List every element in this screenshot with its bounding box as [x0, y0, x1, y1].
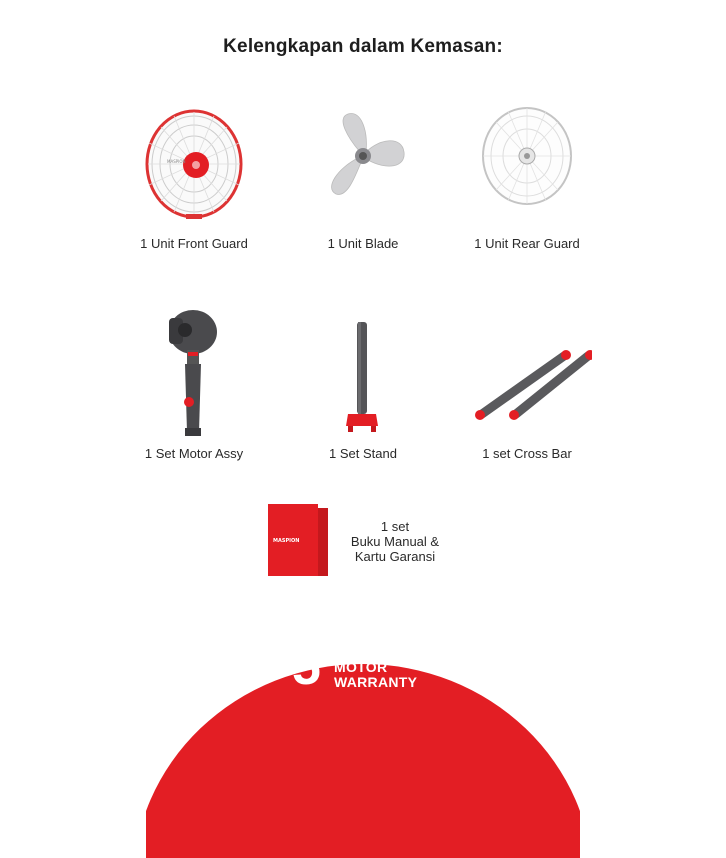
warranty-line1: YEARS — [334, 644, 384, 660]
page-title: Kelengkapan dalam Kemasan: — [223, 36, 503, 57]
front-guard-icon — [139, 108, 249, 226]
warranty-line3: WARRANTY — [334, 674, 418, 690]
manual-book-icon — [266, 502, 334, 578]
rear-guard-item — [427, 104, 627, 208]
cross-bar-item — [427, 344, 627, 424]
warranty-line2: MOTOR — [334, 659, 388, 675]
stand-icon — [338, 318, 388, 436]
manual-brand: MASPION — [273, 538, 300, 544]
cross-bar-label: 1 set Cross Bar — [482, 446, 572, 461]
rear-guard-label: 1 Unit Rear Guard — [474, 236, 580, 251]
manual-line2: Buku Manual & — [350, 534, 440, 549]
blade-icon — [318, 108, 408, 208]
warranty-text — [334, 645, 417, 690]
cross-bar-icon — [462, 344, 592, 424]
motor-assy-icon — [159, 304, 229, 442]
warranty-number: 5 — [292, 638, 321, 696]
front-guard-label: 1 Unit Front Guard — [140, 236, 248, 251]
manual-book-image — [266, 502, 334, 578]
blade-label: 1 Unit Blade — [327, 236, 399, 251]
manual-label — [340, 519, 450, 564]
front-guard-brand: MASPION — [167, 159, 186, 164]
manual-line3: Kartu Garansi — [354, 549, 436, 564]
rear-guard-icon — [477, 104, 577, 208]
stand-label: 1 Set Stand — [329, 446, 397, 461]
motor-assy-label: 1 Set Motor Assy — [144, 446, 244, 461]
manual-line1: 1 set — [380, 519, 410, 534]
warranty-arc — [146, 598, 580, 858]
